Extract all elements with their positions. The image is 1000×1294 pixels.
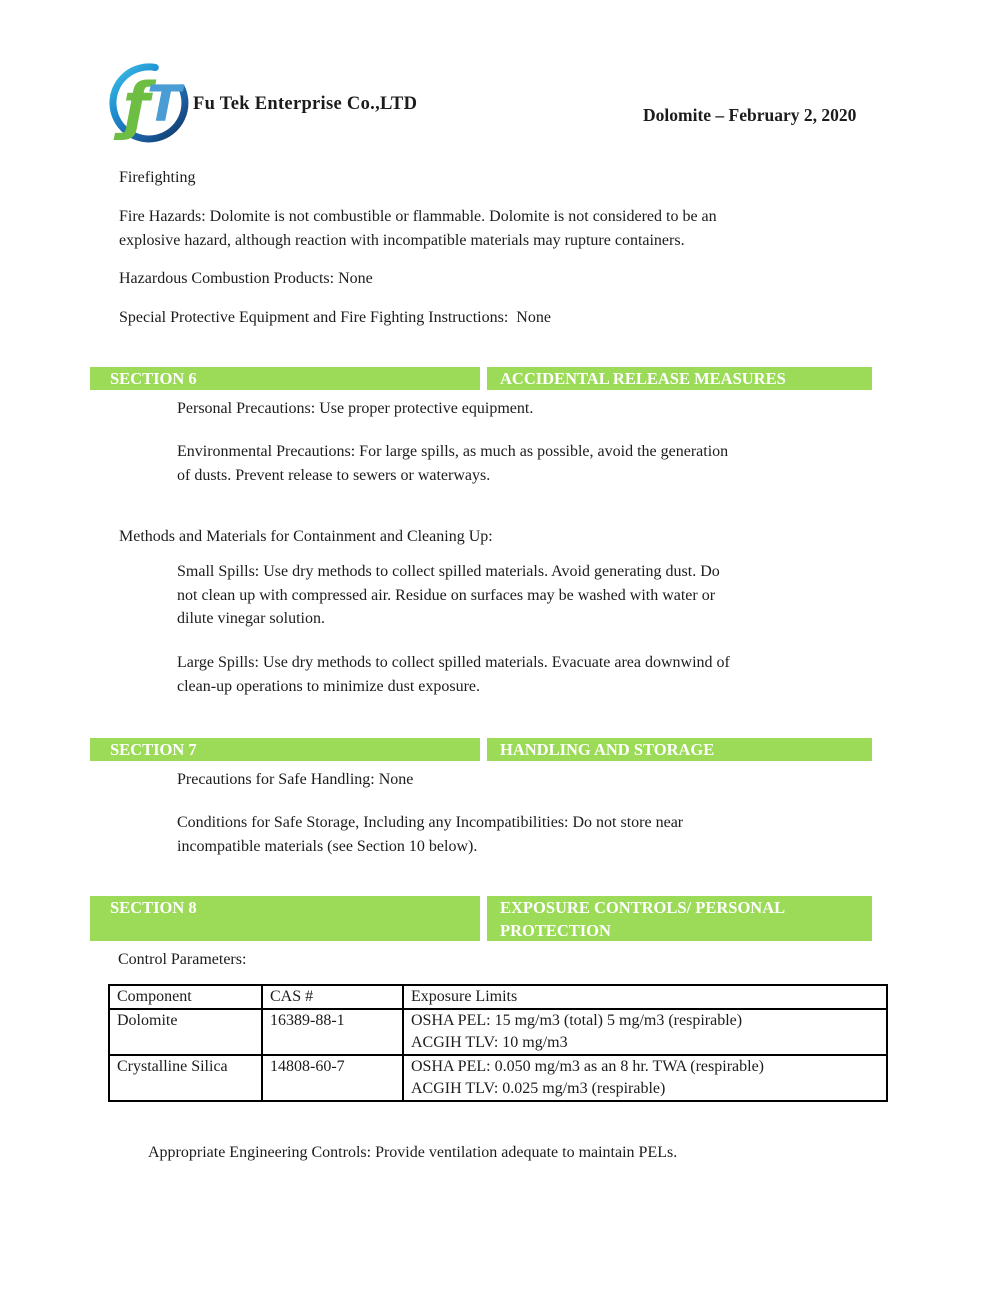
cell-component: Crystalline Silica bbox=[109, 1055, 262, 1101]
hazardous-combustion-line: Hazardous Combustion Products: None bbox=[119, 270, 373, 287]
cell-limits bbox=[403, 1009, 887, 1055]
limit-line: ACGIH TLV: 10 mg/m3 bbox=[411, 1034, 568, 1051]
limit-line: OSHA PEL: 15 mg/m3 (total) 5 mg/m3 (respirable) bbox=[411, 1012, 743, 1029]
large-spills-line: Large Spills: Use dry methods to collect spilled materials. Evacuate area downwind of bbox=[177, 654, 730, 671]
special-protective-line: Special Protective Equipment and Fire Fighting Instructions: None bbox=[119, 309, 551, 326]
exposure-limits-table bbox=[108, 984, 888, 1102]
section8-title bbox=[487, 896, 872, 941]
header-cas: CAS # bbox=[262, 985, 403, 1009]
logo-f-glyph: ƒ bbox=[123, 69, 150, 142]
header-exposure-limits: Exposure Limits bbox=[403, 985, 887, 1009]
environmental-line: of dusts. Prevent release to sewers or waterways. bbox=[177, 466, 491, 484]
firefighting-heading: Firefighting bbox=[119, 169, 196, 186]
environmental-line: Environmental Precautions: For large spills, as much as possible, avoid the generation bbox=[177, 443, 729, 460]
fire-hazards-paragraph bbox=[119, 205, 869, 252]
table-row bbox=[109, 1055, 887, 1101]
logo-t-glyph: T bbox=[147, 75, 182, 133]
limit-line: ACGIH TLV: 0.025 mg/m3 (respirable) bbox=[411, 1080, 666, 1097]
cell-component: Dolomite bbox=[109, 1009, 262, 1055]
cell-cas: 16389-88-1 bbox=[262, 1009, 403, 1055]
large-spills-line: clean-up operations to minimize dust exposure. bbox=[177, 677, 481, 695]
engineering-controls-line: Appropriate Engineering Controls: Provide ventilation adequate to maintain PELs. bbox=[148, 1144, 678, 1161]
company-name: Fu Tek Enterprise Co.,LTD bbox=[193, 94, 418, 114]
safe-storage-paragraph bbox=[177, 811, 827, 858]
large-spills-paragraph bbox=[177, 651, 872, 698]
safe-handling-line: Precautions for Safe Handling: None bbox=[177, 771, 414, 788]
table-header-row bbox=[109, 985, 887, 1009]
fire-hazards-line: Fire Hazards: Dolomite is not combustible or flammable. Dolomite is not considered to be an bbox=[119, 208, 717, 225]
cell-limits bbox=[403, 1055, 887, 1101]
section7-title: HANDLING AND STORAGE bbox=[487, 738, 872, 761]
document-title-date: Dolomite – February 2, 2020 bbox=[643, 105, 857, 125]
small-spills-line: not clean up with compressed air. Residue on surfaces may be washed with water or bbox=[177, 586, 716, 604]
section7-label: SECTION 7 bbox=[90, 738, 480, 761]
cell-cas: 14808-60-7 bbox=[262, 1055, 403, 1101]
personal-precautions-line: Personal Precautions: Use proper protective equipment. bbox=[177, 400, 534, 417]
safe-storage-line: Conditions for Safe Storage, Including any Incompatibilities: Do not store near bbox=[177, 814, 684, 831]
section6-title: ACCIDENTAL RELEASE MEASURES bbox=[487, 367, 872, 390]
section8-title-line: EXPOSURE CONTROLS/ PERSONAL bbox=[500, 898, 786, 917]
fire-hazards-line: explosive hazard, although reaction with incompatible materials may rupture containers. bbox=[119, 231, 685, 249]
small-spills-line: Small Spills: Use dry methods to collect spilled materials. Avoid generating dust. Do bbox=[177, 563, 720, 580]
section7-banner bbox=[90, 738, 872, 761]
limit-line: OSHA PEL: 0.050 mg/m3 as an 8 hr. TWA (respirable) bbox=[411, 1058, 764, 1075]
small-spills-line: dilute vinegar solution. bbox=[177, 610, 325, 627]
section8-title-line: PROTECTION bbox=[500, 921, 611, 940]
section6-banner bbox=[90, 367, 872, 390]
methods-materials-heading: Methods and Materials for Containment and Cleaning Up: bbox=[119, 528, 493, 545]
control-parameters-heading: Control Parameters: bbox=[118, 951, 247, 968]
company-logo-icon bbox=[103, 55, 195, 147]
section8-banner bbox=[90, 896, 872, 941]
table-row bbox=[109, 1009, 887, 1055]
environmental-precautions-paragraph bbox=[177, 440, 872, 487]
section8-label: SECTION 8 bbox=[90, 896, 480, 941]
safe-storage-line: incompatible materials (see Section 10 below). bbox=[177, 837, 478, 855]
header-component: Component bbox=[109, 985, 262, 1009]
section6-label: SECTION 6 bbox=[90, 367, 480, 390]
small-spills-paragraph bbox=[177, 560, 862, 631]
